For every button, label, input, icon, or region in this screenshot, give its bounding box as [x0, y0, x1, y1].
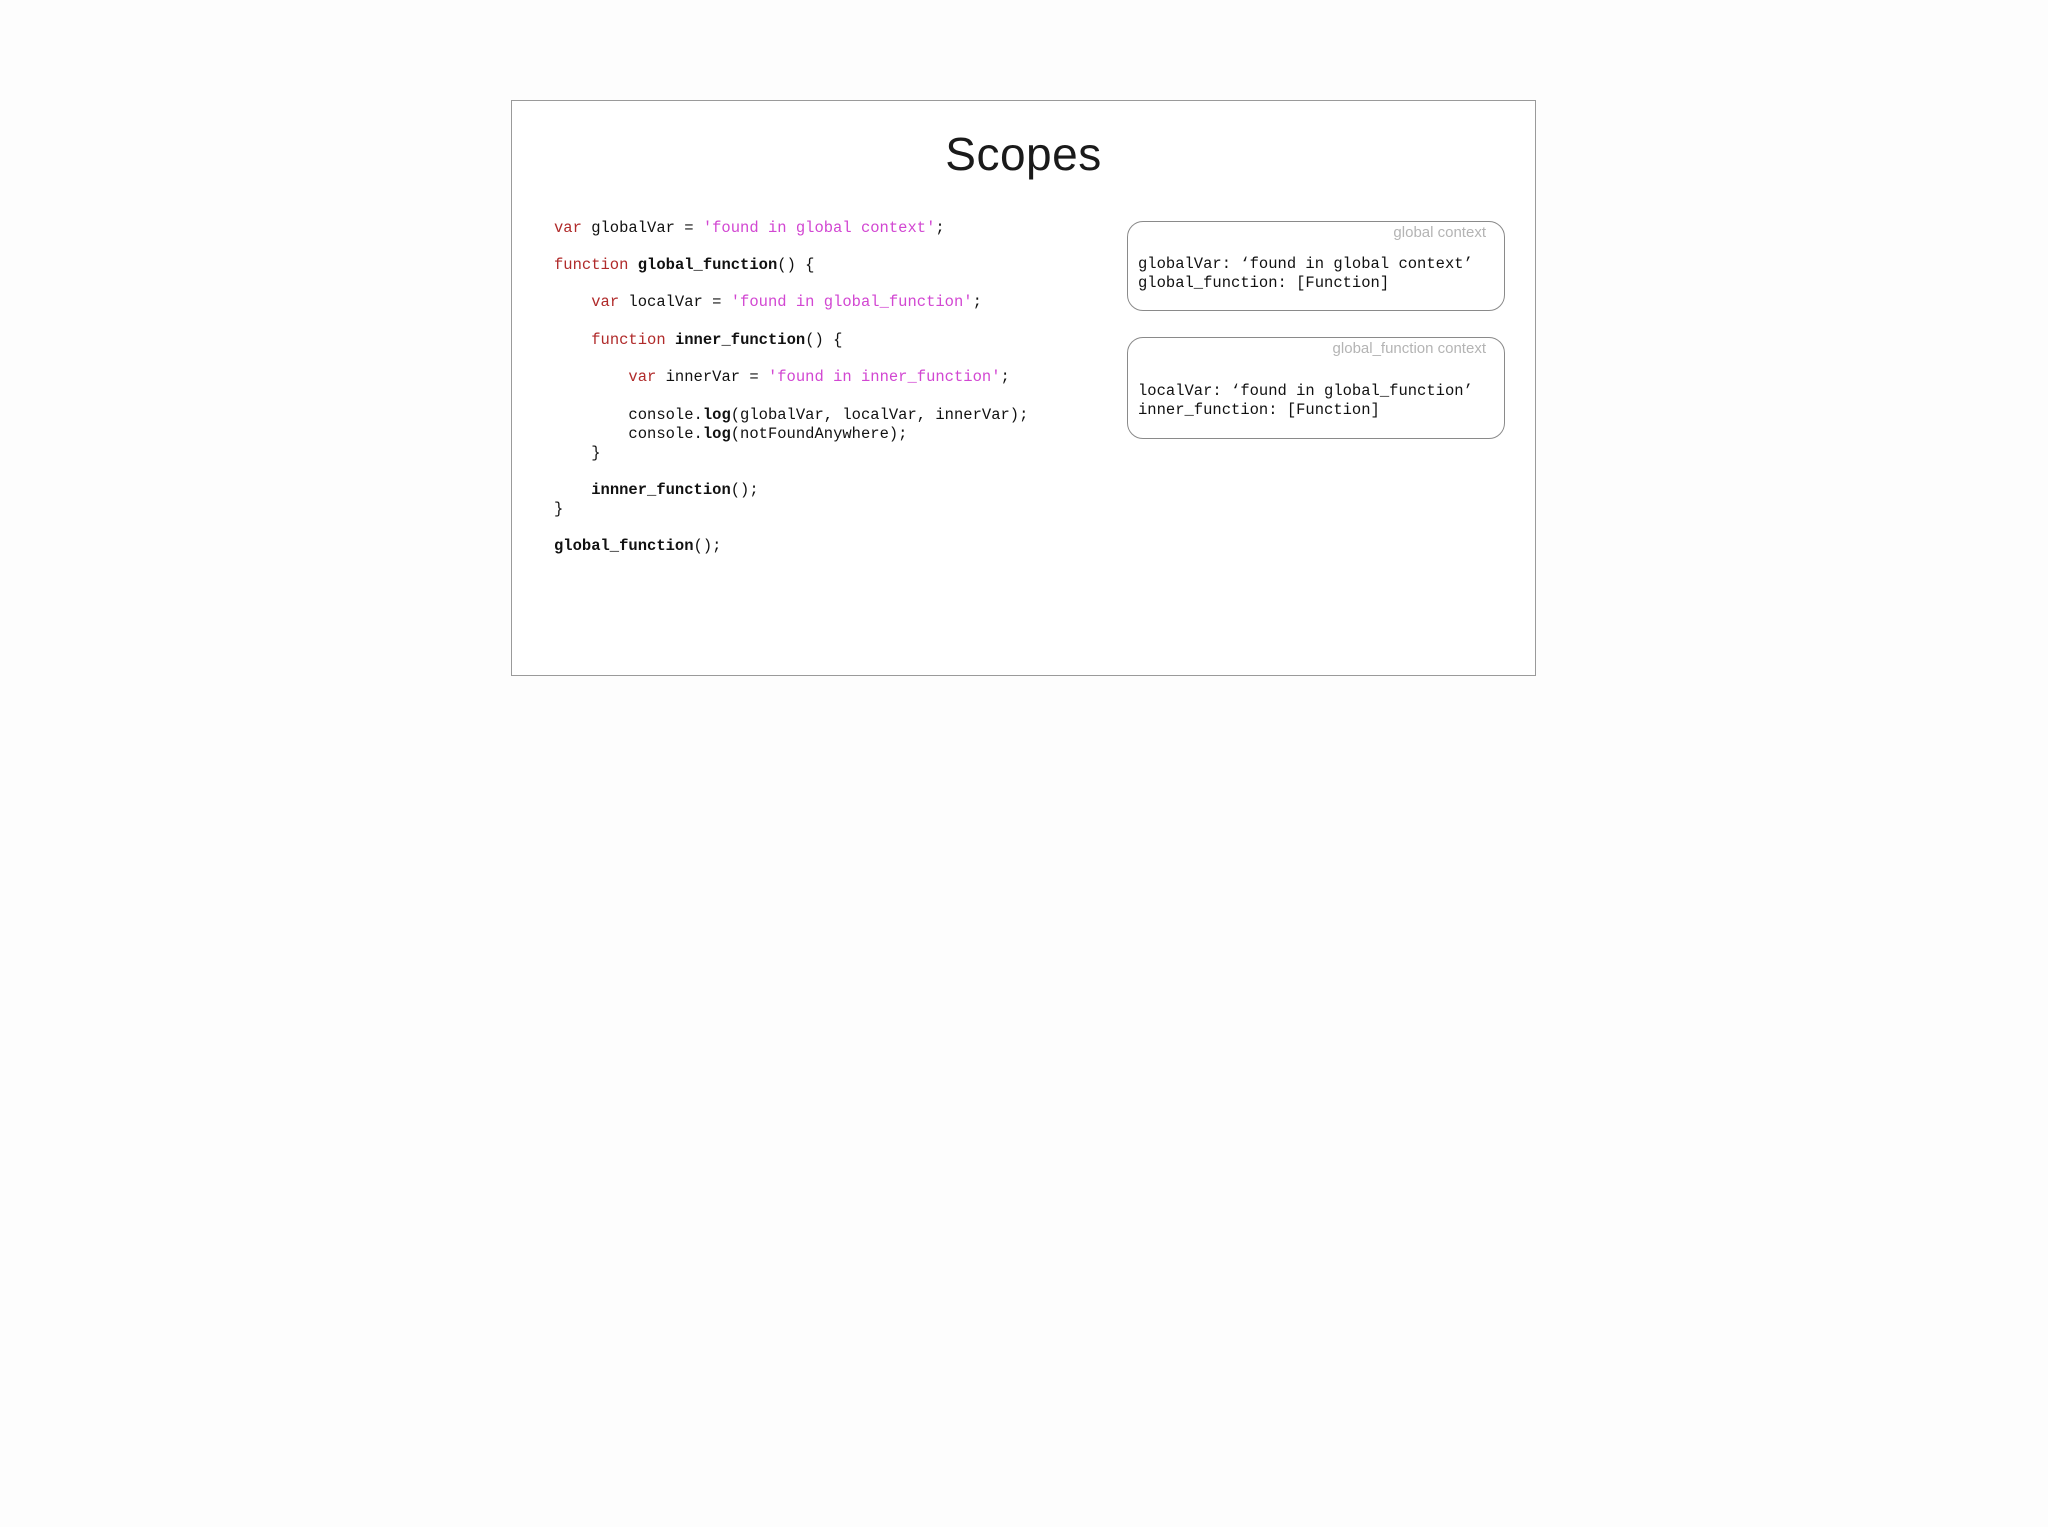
- code-line: [554, 293, 982, 312]
- code-text: (notFoundAnywhere);: [730, 425, 908, 443]
- code-indent: [554, 444, 591, 462]
- slide-title: Scopes: [945, 128, 1102, 180]
- context-entry: global_function: [Function]: [1138, 274, 1390, 292]
- context-label: global_function context: [1332, 340, 1486, 357]
- code-text: (globalVar, localVar, innerVar);: [730, 406, 1029, 424]
- code-text: ;: [972, 293, 982, 311]
- slide: [511, 100, 1536, 676]
- code-string: 'found in global_function': [730, 293, 973, 311]
- context-label: global context: [1393, 224, 1486, 241]
- code-string: 'found in inner_function': [767, 368, 1001, 386]
- context-entry: inner_function: [Function]: [1138, 401, 1380, 419]
- code-line: [554, 368, 1010, 387]
- code-text: console.: [628, 425, 703, 443]
- code-line: [554, 406, 1028, 425]
- code-function-name: innner_function: [591, 481, 731, 499]
- code-indent: [554, 331, 591, 349]
- code-text: ;: [935, 219, 945, 237]
- global-context-box: [1127, 221, 1505, 311]
- code-text: [628, 256, 637, 274]
- code-text: }: [554, 500, 564, 518]
- context-entry: globalVar: ‘found in global context’: [1138, 255, 1473, 273]
- code-line: [554, 425, 907, 444]
- code-indent: [554, 293, 591, 311]
- code-text: () {: [777, 256, 815, 274]
- code-text: globalVar =: [581, 219, 703, 237]
- code-indent: [554, 425, 628, 443]
- global-function-context-box: [1127, 337, 1505, 439]
- code-keyword: var: [628, 368, 657, 386]
- code-line: [554, 219, 945, 238]
- code-line: [554, 444, 601, 463]
- code-line: [554, 500, 563, 519]
- code-method-name: log: [702, 406, 731, 424]
- code-keyword: function: [554, 256, 629, 274]
- code-text: () {: [805, 331, 843, 349]
- code-keyword: var: [591, 293, 620, 311]
- code-function-name: inner_function: [674, 331, 806, 349]
- code-text: ;: [1000, 368, 1010, 386]
- code-line: [554, 331, 842, 350]
- code-text: [666, 331, 675, 349]
- code-indent: [554, 406, 628, 424]
- code-text: ();: [693, 537, 722, 555]
- code-keyword: var: [554, 219, 582, 237]
- code-string: 'found in global context': [702, 219, 936, 237]
- code-text: ();: [730, 481, 759, 499]
- code-function-name: global_function: [554, 537, 694, 555]
- code-text: innerVar =: [656, 368, 768, 386]
- code-indent: [554, 481, 591, 499]
- code-text: localVar =: [619, 293, 731, 311]
- code-indent: [554, 368, 628, 386]
- code-keyword: function: [591, 331, 666, 349]
- code-text: }: [591, 444, 601, 462]
- code-text: console.: [628, 406, 703, 424]
- code-method-name: log: [702, 425, 731, 443]
- code-function-name: global_function: [637, 256, 778, 274]
- context-entry: localVar: ‘found in global_function’: [1138, 382, 1473, 400]
- code-line: [554, 256, 814, 275]
- code-line: [554, 537, 721, 556]
- code-line: [554, 481, 759, 500]
